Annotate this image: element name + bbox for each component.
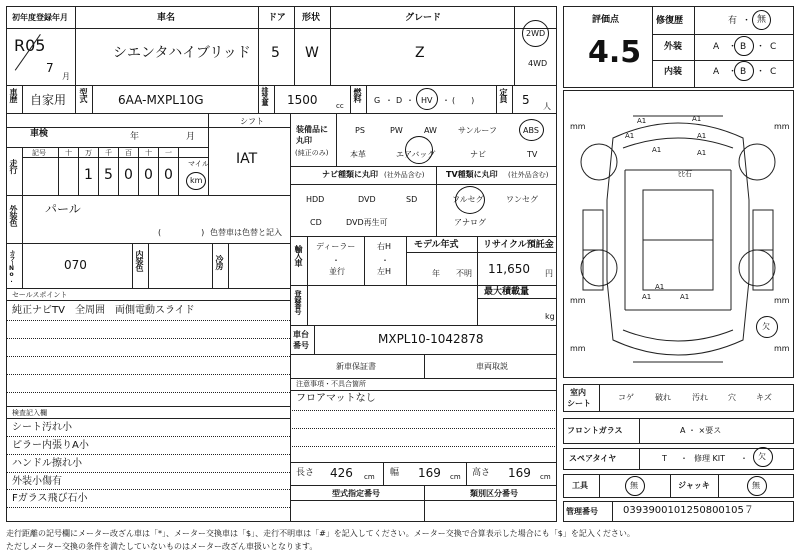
unit-label: 千 <box>105 149 112 157</box>
exterior-color-value: パール <box>45 202 81 216</box>
model-year-label: モデル年式 <box>414 240 459 250</box>
notes-label: 注意事項・不具合箇所 <box>296 380 366 388</box>
tv-type-label: TV種類に丸印 <box>446 170 498 179</box>
navi-type-label: ナビ種類に丸印 <box>322 170 378 179</box>
import-label: 輸入車 <box>294 245 303 266</box>
damage-mark: 欠 <box>762 322 770 331</box>
navi-cd: CD <box>310 218 322 227</box>
grade-b: B <box>740 42 747 52</box>
notes-text: フロアマットなし <box>296 393 376 404</box>
drive-4wd: 4WD <box>528 59 548 68</box>
first-reg-era: R05 <box>14 36 46 55</box>
spare-option: 修理 KIT <box>694 454 726 463</box>
equip-pw: PW <box>390 126 403 135</box>
grade-c: C <box>770 42 777 52</box>
fuel-g: G <box>374 96 381 105</box>
grade-value: Z <box>415 45 425 61</box>
model-label: 型式 <box>79 88 88 102</box>
km-label: km <box>190 176 203 185</box>
door-label: ドア <box>268 13 286 23</box>
equip-ps: PS <box>355 126 365 135</box>
inspection-note-item: 外装小傷有 <box>12 476 62 487</box>
color-no-label: カラーNo. <box>8 250 15 283</box>
seat-option: 汚れ <box>692 393 708 402</box>
seat-option: キズ <box>756 393 772 402</box>
divider <box>6 85 557 86</box>
inspection-month-unit: 月 <box>186 132 196 142</box>
length-unit: cm <box>364 473 375 481</box>
max-load-unit: kg <box>545 312 555 321</box>
unit-label: 万 <box>85 149 92 157</box>
mileage-digit: 0 <box>144 167 153 183</box>
damage-mark: A1 <box>637 117 647 125</box>
import-right-h: 右H <box>377 242 392 251</box>
damage-mark: A1 <box>697 149 707 157</box>
sales-point-text: 純正ナビTV 全周囲 両側電動スライド <box>12 305 195 316</box>
diagram-unit: mm <box>570 296 586 305</box>
import-parallel: 並行 <box>329 267 345 276</box>
inspection-note-item: ハンドル擦れ小 <box>12 458 82 469</box>
damage-mark: A1 <box>692 115 702 123</box>
unit-label: 一 <box>165 149 172 157</box>
chassis-label-2: 番号 <box>293 341 309 350</box>
grade-c: C <box>770 67 777 77</box>
displacement-label: 排気量 <box>261 87 269 105</box>
first-reg-label: 初年度登録年月 <box>12 13 68 22</box>
mileage-digit: 1 <box>84 167 93 183</box>
first-reg-month: 7 <box>46 61 54 75</box>
height-label: 高さ <box>472 468 491 478</box>
vehicle-manual: 車両取説 <box>476 362 508 371</box>
equip-airbag: エアバッグ <box>396 150 436 159</box>
navi-sd: SD <box>406 195 418 204</box>
seat-label-1: 室内 <box>570 388 586 397</box>
model-value: 6AA-MXPL10G <box>118 93 204 107</box>
repair-yes: 有 <box>728 16 738 26</box>
mileage-symbol-label: 記号 <box>32 149 46 157</box>
inspection-label: 車検 <box>30 129 49 139</box>
spare-option: 欠 <box>758 452 766 461</box>
damage-mark: A1 <box>642 293 652 301</box>
spare-option: T <box>662 454 667 463</box>
chassis-value: MXPL10-1042878 <box>378 332 484 346</box>
usage-value: 自家用 <box>30 93 67 107</box>
damage-mark: A1 <box>652 146 662 154</box>
shape-value: W <box>305 45 319 61</box>
height-value: 169 <box>508 466 531 480</box>
divider <box>6 28 557 29</box>
tools-value: 無 <box>630 481 638 490</box>
color-note-paren: ( ) <box>158 228 205 237</box>
jack-label: ジャッキ <box>678 481 710 490</box>
front-glass-value: A ・ ×要ス <box>680 426 722 435</box>
height-unit: cm <box>540 473 551 481</box>
damage-mark: ﾋﾋ石 <box>678 170 692 178</box>
equip-aw: AW <box>424 126 437 135</box>
equipment-label-1: 装備品に <box>296 125 328 134</box>
footer-note-1: 走行距離の記号欄にメーター改ざん車は「*」、メーター交換車は「$」、走行不明車は「#」を記入してください。メーター交換で合算表示した場合にも「$」を記入ください。 <box>6 529 635 538</box>
inspection-note-item: Fガラス飛び石小 <box>12 493 88 504</box>
door-value: 5 <box>271 45 280 61</box>
diagram-unit: mm <box>774 344 790 353</box>
fuel-hv: HV <box>421 96 433 105</box>
inspection-year-unit: 年 <box>130 132 140 142</box>
car-name: シエンタハイブリッド <box>113 45 251 61</box>
footer-note-2: ただしメーター交換の条件を満たしていないものはメーター改ざん車扱いとなります。 <box>6 542 318 551</box>
unit-label: 十 <box>65 149 72 157</box>
width-label: 幅 <box>390 468 400 478</box>
diagram-unit: mm <box>774 296 790 305</box>
diagram-unit: mm <box>570 122 586 131</box>
registration-label: 登録番号 <box>294 290 302 314</box>
seat-option: コゲ <box>618 393 634 402</box>
equip-tv: TV <box>527 150 538 159</box>
seat-option: 破れ <box>655 393 671 402</box>
fuel-label: 燃料 <box>353 88 362 102</box>
length-value: 426 <box>330 466 353 480</box>
tools-label: 工具 <box>572 481 588 490</box>
model-year-value: 不明 <box>456 269 472 278</box>
seat-label-2: シート <box>567 399 591 408</box>
shift-value: IAT <box>236 151 258 167</box>
equip-leather: 本革 <box>350 150 366 159</box>
recycle-label: リサイクル預託金 <box>483 240 554 250</box>
management-label: 管理番号 <box>566 507 598 516</box>
grade-a: A <box>713 67 720 77</box>
tv-type-sub: (社外品含む) <box>508 171 549 179</box>
first-reg-month-unit: 月 <box>62 72 70 81</box>
seat-option: 穴 <box>728 393 736 402</box>
usage-label: 車歴 <box>9 88 18 102</box>
mileage-label: 走行 <box>9 159 18 173</box>
mileage-digit: 5 <box>104 167 113 183</box>
equip-abs: ABS <box>523 126 539 135</box>
damage-mark: A1 <box>625 132 635 140</box>
color-note: 色替車は色替と記入 <box>210 228 282 237</box>
import-dealer: ディーラー <box>316 242 356 251</box>
grade-label: グレード <box>405 13 442 23</box>
unit-label: 百 <box>125 149 132 157</box>
damage-mark: A1 <box>680 293 690 301</box>
inspection-notes-label: 検査記入欄 <box>12 409 47 417</box>
score-value: 4.5 <box>588 35 642 70</box>
equipment-label-2: 丸印 <box>296 136 312 145</box>
class-number-label: 類別区分番号 <box>470 489 518 498</box>
exterior-label: 外装 <box>664 42 683 52</box>
navi-dvd-play: DVD再生可 <box>346 218 388 227</box>
exterior-color-label: 外装色 <box>9 205 18 226</box>
capacity-unit: 人 <box>543 102 551 111</box>
displacement-value: 1500 <box>287 93 318 107</box>
width-value: 169 <box>418 466 441 480</box>
grade-a: A <box>713 42 720 52</box>
navi-hdd: HDD <box>306 195 325 204</box>
equip-navi: ナビ <box>470 150 486 159</box>
equip-sunroof: サンルーフ <box>458 126 497 135</box>
score-label: 評価点 <box>592 15 620 25</box>
capacity-label: 定員 <box>499 88 508 102</box>
car-name-label: 車名 <box>157 13 176 23</box>
inspection-note-item: ピラー内張りA小 <box>12 440 89 451</box>
tv-fullseg: フルセグ <box>452 195 484 204</box>
mile-label: マイル <box>188 160 209 168</box>
new-car-warranty: 新車保証書 <box>336 362 376 371</box>
diagram-unit: mm <box>570 344 586 353</box>
repair-no: 無 <box>757 15 767 25</box>
max-load-label: 最大積載量 <box>484 287 530 297</box>
import-left-h: 左H <box>377 267 392 276</box>
fuel-d: D <box>396 96 403 105</box>
damage-mark: A1 <box>655 283 665 291</box>
width-unit: cm <box>450 473 461 481</box>
capacity-value: 5 <box>522 93 530 107</box>
front-glass-label: フロントガラス <box>567 426 623 435</box>
drive-2wd: 2WD <box>526 29 546 38</box>
color-no-value: 070 <box>64 258 87 272</box>
shift-label: シフト <box>240 117 264 126</box>
type-designation-label: 型式指定番号 <box>332 489 380 498</box>
damage-mark: A1 <box>697 132 707 140</box>
shape-label: 形状 <box>302 13 321 23</box>
jack-value: 無 <box>752 481 760 490</box>
recycle-unit: 円 <box>545 269 553 278</box>
repair-label: 修復歴 <box>656 16 684 26</box>
mileage-digit: 0 <box>164 167 173 183</box>
management-value: 0393900101250800105７ <box>623 505 754 516</box>
chassis-label-1: 車台 <box>293 330 309 339</box>
grade-b: B <box>740 67 747 77</box>
ac-label: 冷房 <box>215 255 224 269</box>
tv-oneseg: ワンセグ <box>506 195 538 204</box>
fuel-other: ( ) <box>452 96 475 105</box>
navi-type-sub: (社外品含む) <box>384 171 425 179</box>
length-label: 長さ <box>296 468 315 478</box>
model-year-unit: 年 <box>432 269 440 278</box>
interior-label: 内装 <box>664 67 683 77</box>
displacement-unit: cc <box>336 102 344 110</box>
tv-analog: アナログ <box>454 218 486 227</box>
inspection-note-item: シート汚れ小 <box>12 422 72 433</box>
equipment-sublabel: (純正のみ) <box>295 149 329 157</box>
interior-color-label: 内装色 <box>135 250 144 271</box>
unit-label: 十 <box>145 149 152 157</box>
sales-point-label: セールスポイント <box>12 291 68 299</box>
mileage-digit: 0 <box>124 167 133 183</box>
spare-tire-label: スペアタイヤ <box>569 454 617 463</box>
diagram-unit: mm <box>774 122 790 131</box>
recycle-value: 11,650 <box>488 262 530 276</box>
navi-dvd: DVD <box>358 195 376 204</box>
